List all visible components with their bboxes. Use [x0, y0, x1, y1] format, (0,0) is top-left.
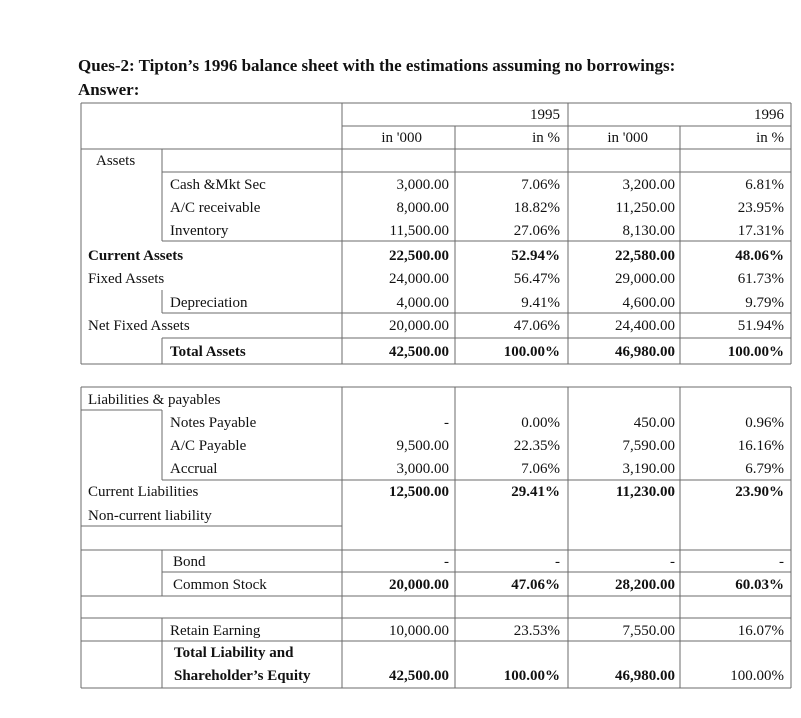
percent-1995: 22.35% [513, 438, 560, 454]
percent-1995: 100.00% [503, 344, 560, 360]
percent-1996: 60.03% [735, 577, 784, 593]
percent-1995: 7.06% [521, 461, 560, 477]
year-1995-header: 1995 [530, 107, 560, 123]
percent-1996: 23.90% [735, 484, 784, 500]
percent-1995: 0.00% [521, 415, 560, 431]
percent-1995: 52.94% [511, 248, 560, 264]
value-1995: 42,500.00 [389, 344, 449, 360]
value-1995: 11,500.00 [389, 223, 449, 239]
value-1996: 11,250.00 [615, 200, 675, 216]
value-1995: 3,000.00 [396, 461, 449, 477]
total-label-line1: Total Liability and [174, 645, 294, 661]
percent-1996: 6.81% [745, 177, 784, 193]
row-label: Retain Earning [170, 623, 261, 639]
row-label: Depreciation [170, 295, 248, 311]
value-1996: 28,200.00 [615, 577, 675, 593]
percent-1995: 7.06% [521, 177, 560, 193]
in-pct-1995-header: in % [532, 130, 560, 146]
value-1996: 46,980.00 [615, 668, 675, 684]
question-title: Ques-2: Tipton’s 1996 balance sheet with the estimations assuming no borrowings: [78, 56, 676, 75]
value-1996: - [670, 554, 675, 570]
total-label-line2: Shareholder’s Equity [174, 668, 311, 684]
percent-1996: 16.07% [737, 623, 784, 639]
in-000-1995-header: in '000 [381, 130, 422, 146]
value-1995: 22,500.00 [389, 248, 449, 264]
percent-1996: 6.79% [745, 461, 784, 477]
percent-1995: 29.41% [511, 484, 560, 500]
value-1995: 42,500.00 [389, 668, 449, 684]
percent-1996: 9.79% [745, 295, 784, 311]
row-label: Notes Payable [170, 415, 257, 431]
percent-1996: 17.31% [737, 223, 784, 239]
percent-1995: - [555, 554, 560, 570]
row-label: Net Fixed Assets [88, 318, 190, 334]
answer-label: Answer: [78, 80, 140, 99]
value-1996: 7,590.00 [622, 438, 675, 454]
percent-1995: 47.06% [513, 318, 560, 334]
value-1995: 10,000.00 [389, 623, 449, 639]
percent-1995: 27.06% [513, 223, 560, 239]
percent-1996: 100.00% [727, 344, 784, 360]
percent-1995: 23.53% [513, 623, 560, 639]
value-1996: 3,190.00 [622, 461, 675, 477]
row-label: Common Stock [173, 577, 267, 593]
row-label: Cash &Mkt Sec [170, 177, 266, 193]
value-1996: 8,130.00 [622, 223, 675, 239]
percent-1996: 100.00% [730, 668, 784, 684]
value-1995: 12,500.00 [389, 484, 449, 500]
value-1996: 24,400.00 [615, 318, 675, 334]
value-1995: - [444, 554, 449, 570]
value-1996: 4,600.00 [622, 295, 675, 311]
value-1996: 11,230.00 [615, 484, 675, 500]
value-1995: 9,500.00 [396, 438, 449, 454]
percent-1995: 9.41% [521, 295, 560, 311]
value-1996: 29,000.00 [615, 271, 675, 287]
percent-1996: 51.94% [737, 318, 784, 334]
value-1995: 20,000.00 [389, 577, 449, 593]
value-1996: 46,980.00 [615, 344, 675, 360]
value-1996: 3,200.00 [622, 177, 675, 193]
row-label: Bond [173, 554, 206, 570]
assets-section-title: Assets [96, 153, 136, 169]
value-1995: 8,000.00 [396, 200, 449, 216]
liabilities-section-title: Liabilities & payables [88, 392, 221, 408]
value-1996: 7,550.00 [622, 623, 675, 639]
value-1995: 3,000.00 [396, 177, 449, 193]
row-label: Non-current liability [88, 508, 212, 524]
year-1996-header: 1996 [754, 107, 784, 123]
value-1996: 22,580.00 [615, 248, 675, 264]
percent-1996: 16.16% [737, 438, 784, 454]
in-000-1996-header: in '000 [607, 130, 648, 146]
percent-1995: 100.00% [503, 668, 560, 684]
value-1995: - [444, 415, 449, 431]
row-label: Fixed Assets [88, 271, 165, 287]
value-1996: 450.00 [633, 415, 675, 431]
row-label: A/C receivable [170, 200, 261, 216]
in-pct-1996-header: in % [756, 130, 784, 146]
percent-1996: 23.95% [737, 200, 784, 216]
percent-1996: 0.96% [745, 415, 784, 431]
row-label: Inventory [170, 223, 229, 239]
percent-1996: - [779, 554, 784, 570]
percent-1996: 48.06% [735, 248, 784, 264]
value-1995: 20,000.00 [389, 318, 449, 334]
row-label: A/C Payable [170, 438, 247, 454]
row-label: Current Liabilities [88, 484, 199, 500]
percent-1995: 47.06% [511, 577, 560, 593]
percent-1995: 56.47% [513, 271, 560, 287]
row-label: Current Assets [88, 248, 184, 264]
row-label: Total Assets [170, 344, 246, 360]
percent-1995: 18.82% [513, 200, 560, 216]
value-1995: 24,000.00 [389, 271, 449, 287]
percent-1996: 61.73% [737, 271, 784, 287]
row-label: Accrual [170, 461, 218, 477]
value-1995: 4,000.00 [396, 295, 449, 311]
